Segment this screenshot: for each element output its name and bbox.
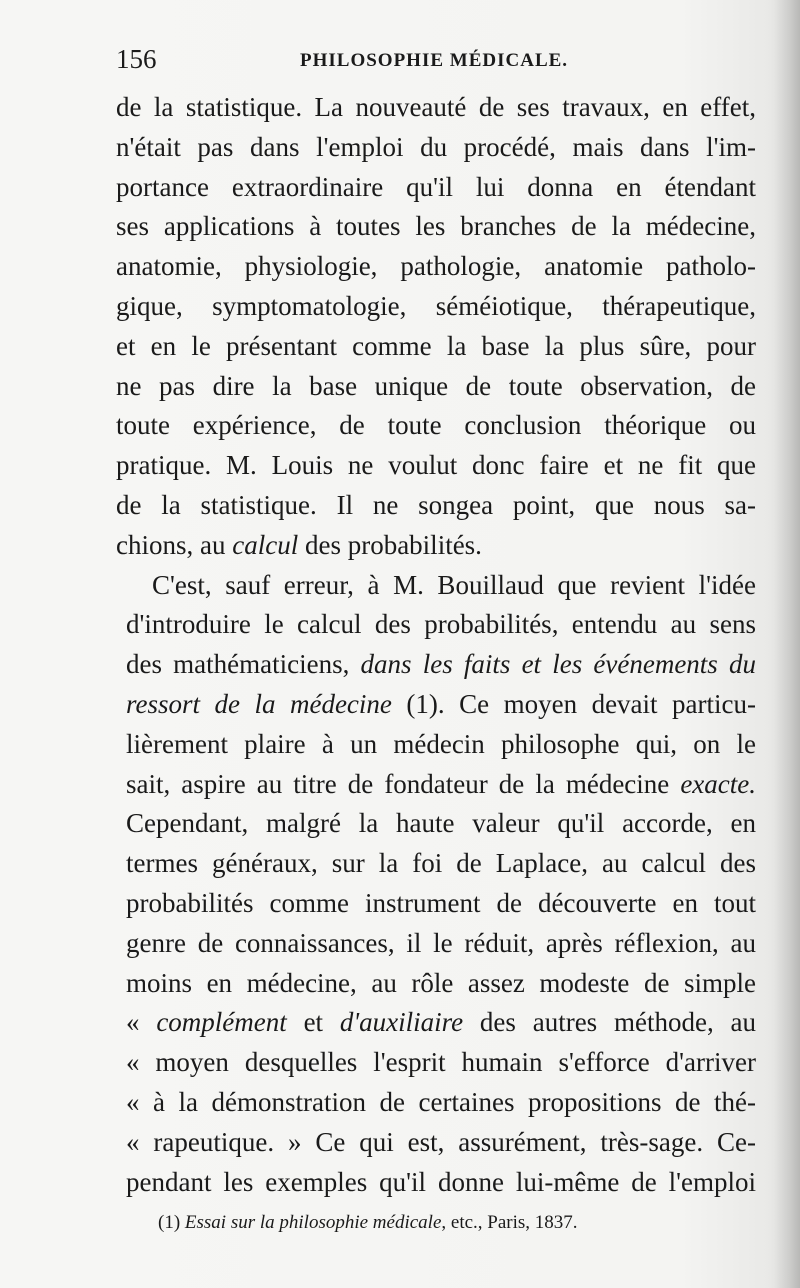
text-line: ne pas dire la base unique de toute observation, de	[116, 370, 756, 401]
page-header	[116, 44, 756, 78]
text-line: d'introduire le calcul des probabilités, entendu au sens	[126, 609, 756, 640]
text-line: ressort de la médecine (1). Ce moyen devait particu-	[126, 688, 756, 719]
paragraph-start-line: C'est, sauf erreur, à M. Bouillaud que revient l'idée	[152, 569, 756, 600]
body-text	[116, 88, 756, 1202]
text-line: chions, au calcul des probabilités.	[116, 529, 482, 560]
text-line: et en le présentant comme la base la plus sûre, pour	[116, 330, 756, 361]
text-line: moins en médecine, au rôle assez modeste de simple	[126, 967, 756, 998]
text-line: lièrement plaire à un médecin philosophe qui, on le	[126, 728, 756, 759]
text-line: termes généraux, sur la foi de Laplace, au calcul des	[126, 848, 756, 879]
text-line: genre de connaissances, il le réduit, après réflexion, au	[126, 927, 756, 958]
text-line: Cependant, malgré la haute valeur qu'il accorde, en	[126, 808, 756, 839]
text-line: de la statistique. La nouveauté de ses travaux, en effet,	[116, 92, 756, 122]
text-line: toute expérience, de toute conclusion théorique ou	[116, 410, 756, 441]
text-line: anatomie, physiologie, pathologie, anatomie patholo-	[116, 251, 756, 282]
text-line: probabilités comme instrument de découverte en tout	[126, 887, 756, 918]
running-head: PHILOSOPHIE MÉDICALE.	[300, 50, 569, 71]
text-line: de la statistique. Il ne songea point, que nous sa-	[116, 489, 756, 520]
text-line: gique, symptomatologie, séméiotique, thérapeutique,	[116, 290, 756, 321]
text-line: « complément et d'auxiliaire des autres méthode, au	[126, 1007, 756, 1038]
text-line: « à la démonstration de certaines propositions de thé-	[126, 1086, 756, 1117]
text-line: sait, aspire au titre de fondateur de la médecine exacte.	[126, 768, 756, 799]
page-edge-shadow	[774, 0, 800, 1288]
text-line: portance extraordinaire qu'il lui donna en étendant	[116, 171, 756, 202]
footnote	[158, 1211, 718, 1235]
footnote-marker: (1)	[158, 1212, 185, 1233]
text-line: « moyen desquelles l'esprit humain s'efforce d'arriver	[126, 1047, 756, 1078]
footnote-title: Essai sur la philosophie médicale	[184, 1212, 442, 1233]
text-line: ses applications à toutes les branches de la médecine,	[116, 211, 756, 242]
text-line: n'était pas dans l'emploi du procédé, mais dans l'im-	[116, 131, 756, 162]
text-line: « rapeutique. » Ce qui est, assurément, très-sage. Ce-	[126, 1126, 756, 1157]
footnote-rest: , etc., Paris, 1837.	[441, 1212, 578, 1233]
text-line: pendant les exemples qu'il donne lui-même de l'emploi	[126, 1166, 756, 1197]
text-line: pratique. M. Louis ne voulut donc faire et ne fit que	[116, 450, 756, 481]
page-number: 156	[116, 44, 157, 74]
text-line: des mathématiciens, dans les faits et les événements du	[126, 649, 756, 680]
